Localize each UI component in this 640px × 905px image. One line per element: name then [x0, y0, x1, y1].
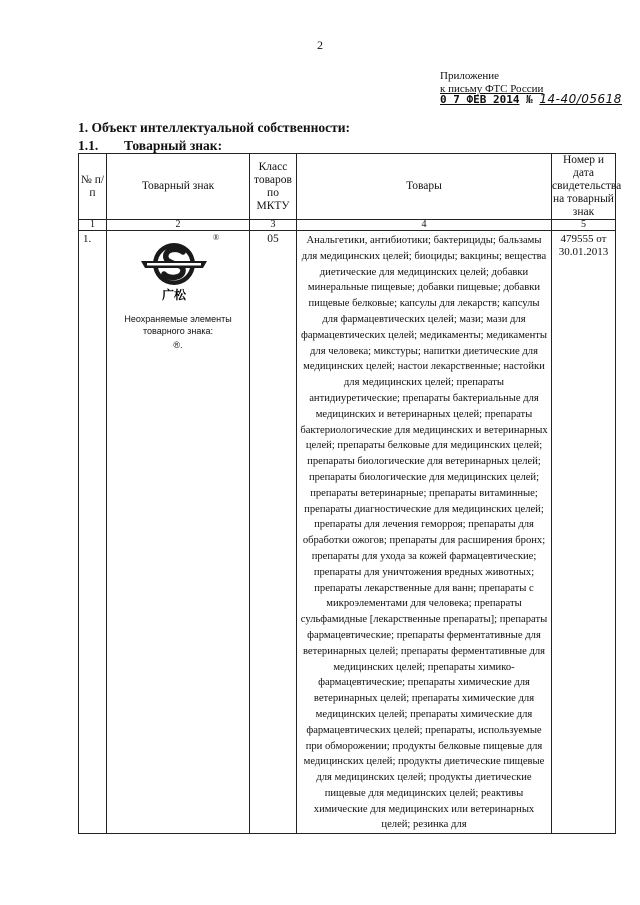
class-cell: 05 — [250, 231, 297, 834]
number-sign: № — [526, 93, 533, 106]
trademark-image — [107, 231, 250, 311]
subsection-number: 1.1. — [78, 138, 99, 153]
appendix-stamp — [440, 93, 630, 106]
column-index: 1 — [79, 220, 107, 231]
appendix-block — [440, 70, 630, 106]
subsection-heading — [78, 138, 222, 154]
certificate-cell: 479555 от 30.01.2013 — [552, 231, 616, 834]
page-number: 2 — [317, 38, 323, 52]
row-number: 1. — [79, 231, 107, 834]
appendix-letter-ref: к письму ФТС России — [440, 83, 544, 95]
column-index: 5 — [552, 220, 616, 231]
column-header-trademark: Товарный знак — [107, 154, 250, 220]
trademark-logo-text: 广松 — [161, 288, 187, 302]
trademark-cell — [107, 231, 250, 834]
trademark-table — [78, 153, 622, 834]
subsection-title: Товарный знак: — [124, 138, 223, 153]
appendix-title: Приложение — [440, 70, 500, 82]
non-protected-note: Неохраняемые элементы товарного знака: — [124, 314, 232, 336]
trademark-logo-icon — [137, 237, 211, 303]
column-index: 3 — [250, 220, 297, 231]
column-header-class: Класс товаров по МКТУ — [250, 154, 297, 220]
goods-cell: Анальгетики, антибиотики; бактерициды; бальзамы для медицинских целей; биоциды; вакцины; вещества диетические для медицинских целей; добавки минеральные пищевые; добавки пищевые; добавки пищевые белковые; капсулы для лекарств; капсулы для фармацевтических целей; мази; мази для фармацевтических целей; медикаменты; медикаменты для человека; микстуры; напитки диетические для медицинских целей; настои лекарственные; настойки для медицинских целей; препараты антидиуретические; препараты бактериальные для медицинских и ветеринарных целей; препараты бактериологические для медицинских и ветеринарных целей; препараты белковые для медицинских целей; препараты биологические для ветеринарных целей; препараты биологические для медицинских целей; препараты ветеринарные; препараты витаминные; препараты диагностические для медицинских целей; препараты для лечения геморроя; препараты для обработки ожогов; препараты для расширения бронх; препараты для ухода за кожей фармацевтические; препараты для уничтожения вредных животных; препараты лекарственные для ванн; препараты с микроэлементами для человека; препараты сульфамидные [лекарственные препараты]; препараты фармацевтические; препараты ферментативные для ветеринарных целей; препараты ферментативные для медицинских целей; препараты химико-фармацевтические; препараты химические для ветеринарных целей; препараты химические для медицинских целей; препараты химические для фармацевтических целей; препараты, используемые при обморожении; продукты белковые пищевые для медицинских целей; продукты диетические пищевые для медицинских целей; продукты диетические пищевые для медицинских целей; реактивы химические для медицинских или ветеринарных целей; резинка для — [297, 231, 552, 834]
column-index: 2 — [107, 220, 250, 231]
column-index-row — [79, 220, 616, 231]
column-index: 4 — [297, 220, 552, 231]
section-heading: 1. Объект интеллектуальной собственности: — [78, 120, 351, 135]
column-header-goods: Товары — [297, 154, 552, 220]
table-row — [79, 231, 616, 834]
registered-mark: ® — [213, 233, 220, 242]
column-header-certificate: Номер и дата свидетельства на товарный знак — [552, 154, 622, 218]
letter-date: 0 7 ФЕВ 2014 — [440, 93, 520, 106]
letter-number: 14-40/05618 — [539, 92, 622, 106]
column-header-number: № п/п — [79, 154, 107, 220]
non-protected-symbol: ®. — [173, 340, 183, 350]
table-header-row — [79, 154, 616, 220]
